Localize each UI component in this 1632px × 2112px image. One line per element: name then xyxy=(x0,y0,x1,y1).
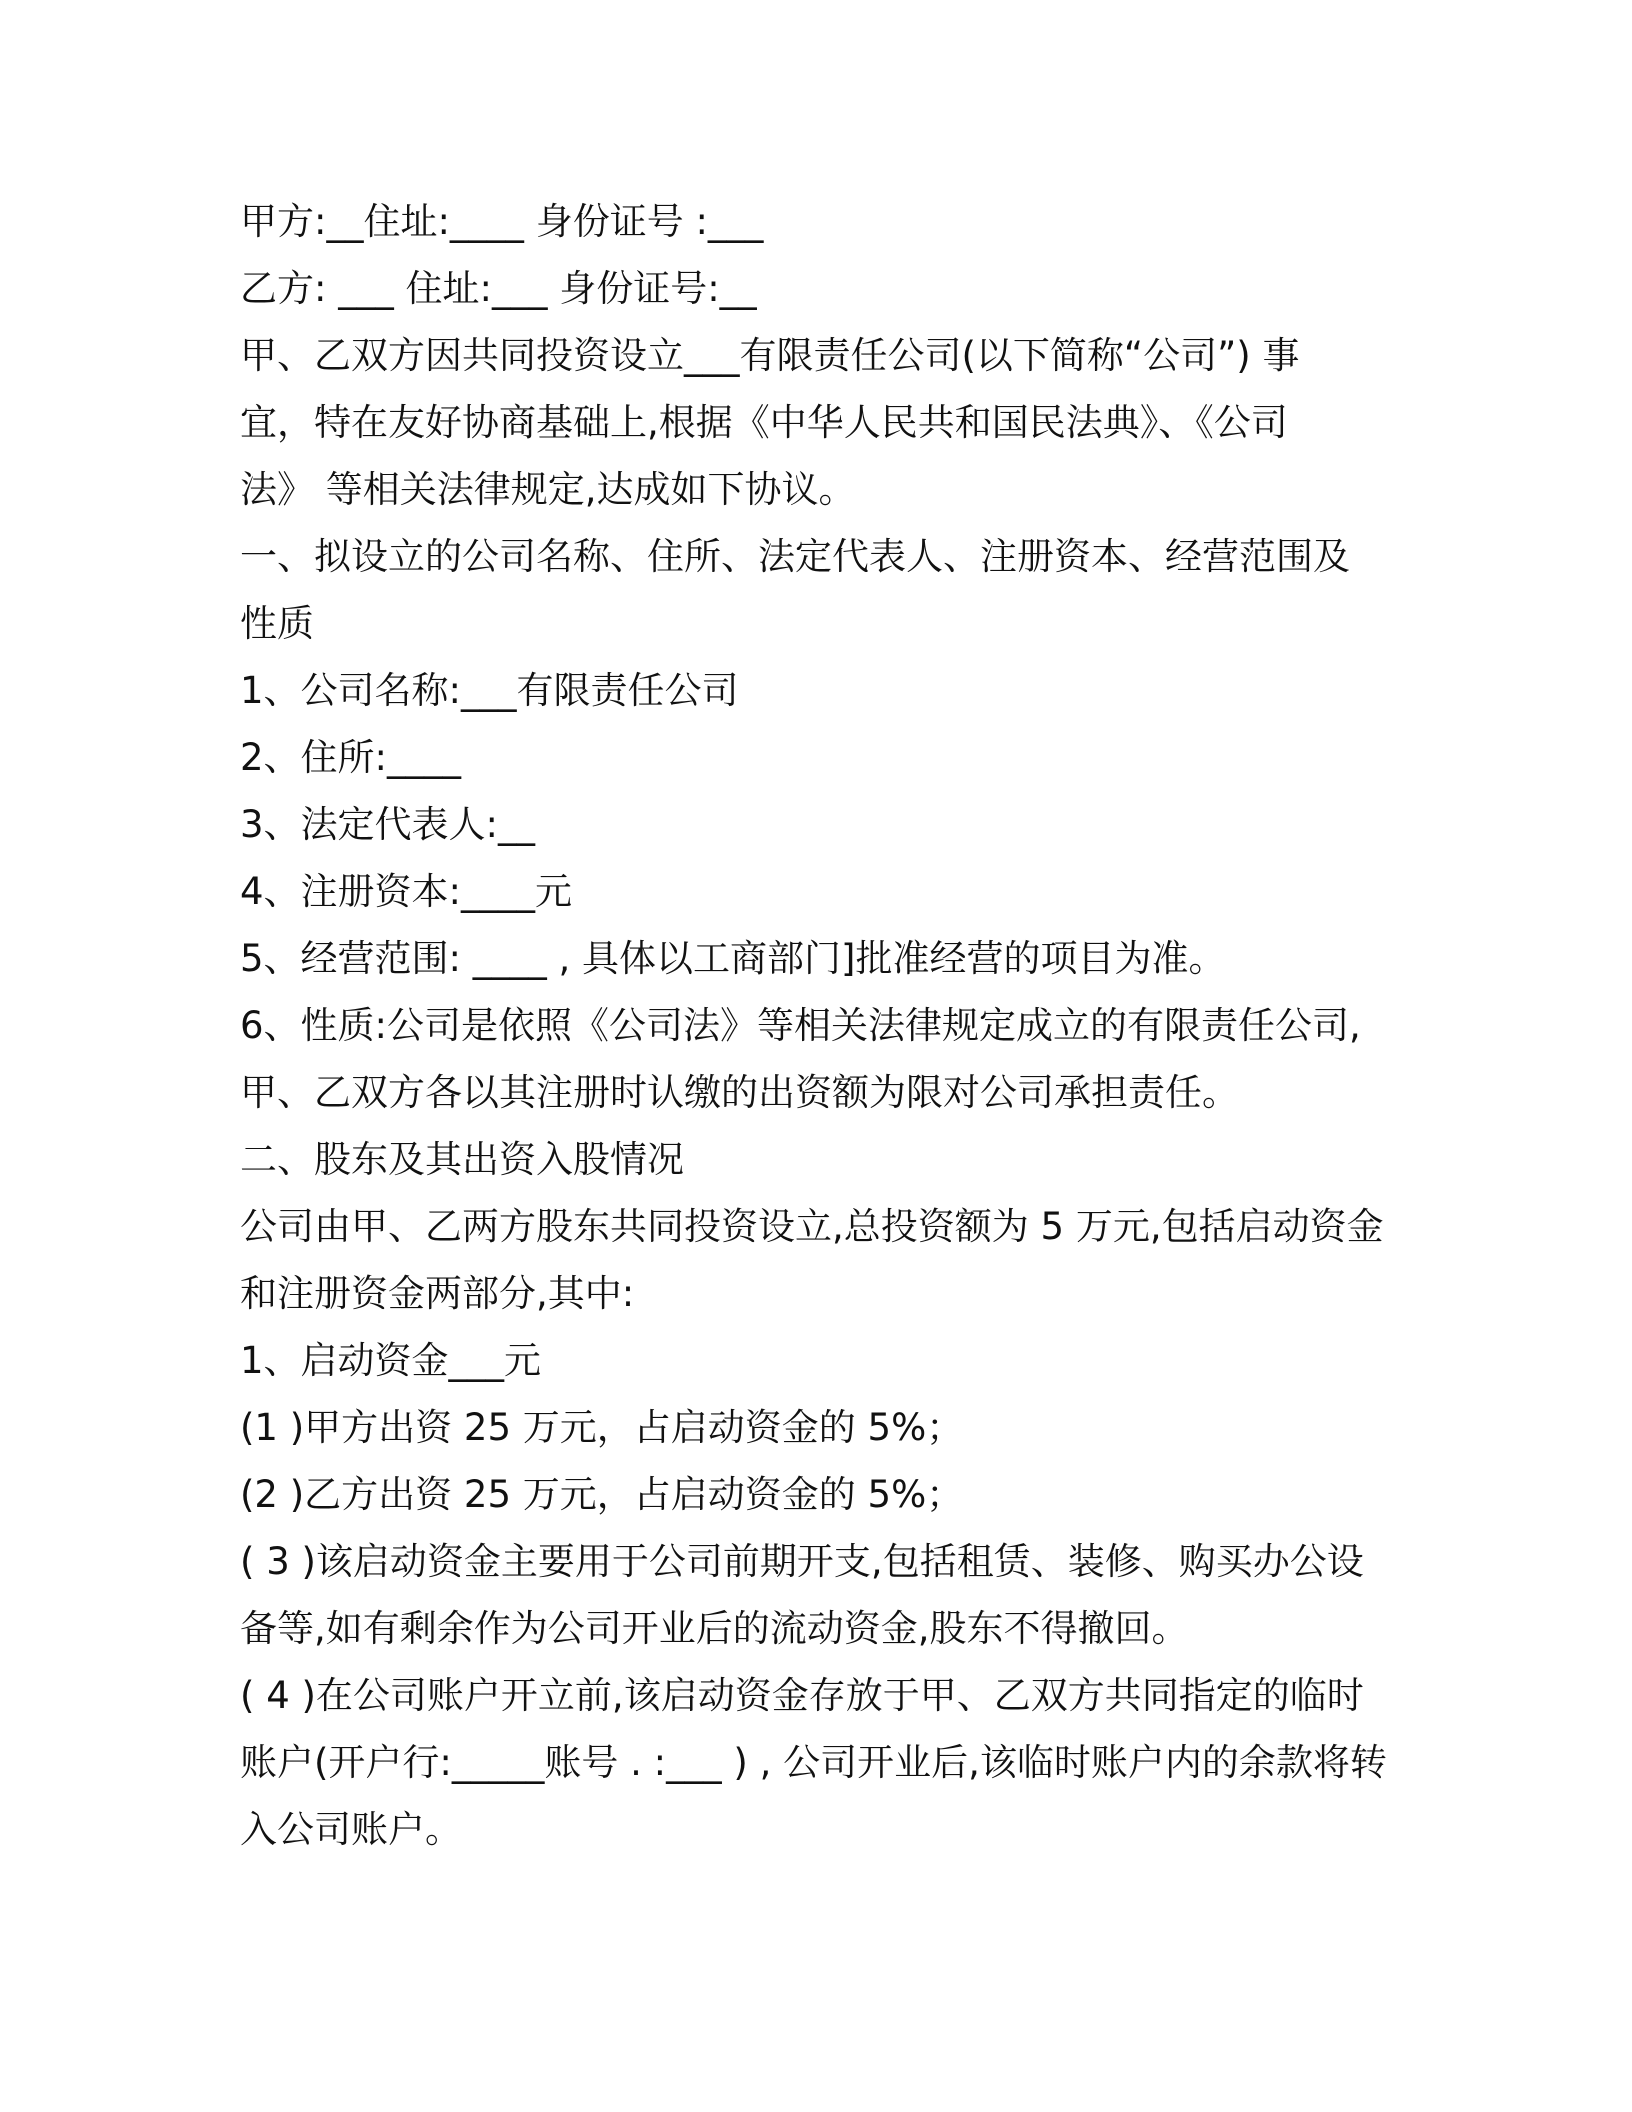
list-item: 1、启动资金___元 xyxy=(240,1339,542,1382)
sub-item: (2 )乙方出资 25 万元，占启动资金的 5%； xyxy=(240,1473,964,1516)
sub-item: 备等,如有剩余作为公司开业后的流动资金,股东不得撤回。 xyxy=(240,1607,1189,1650)
list-item: 2、住所:____ xyxy=(240,736,462,779)
paragraph-line: 和注册资金两部分,其中: xyxy=(240,1272,635,1315)
document-body xyxy=(240,188,1400,1863)
paragraph-line: 公司由甲、乙两方股东共同投资设立,总投资额为 5 万元,包括启动资金 xyxy=(240,1205,1384,1248)
party-b-line: 乙方: ___ 住址:___ 身份证号:__ xyxy=(240,267,757,310)
list-item: 4、注册资本:____元 xyxy=(240,870,573,913)
list-item: 1、公司名称:___有限责任公司 xyxy=(240,669,739,712)
preamble-line: 法》 等相关法律规定,达成如下协议。 xyxy=(240,468,856,511)
sub-item: 账户(开户行:_____账号 . :___ ) , 公司开业后,该临时账户内的余款将转 xyxy=(240,1741,1387,1784)
sub-item: ( 3 )该启动资金主要用于公司前期开支,包括租赁、装修、购买办公设 xyxy=(240,1540,1364,1583)
list-item: 3、法定代表人:__ xyxy=(240,803,536,846)
section-heading: 性质 xyxy=(240,602,314,645)
preamble-line: 宜，特在友好协商基础上,根据《中华人民共和国民法典》、《公司 xyxy=(240,401,1288,444)
list-item: 6、性质:公司是依照《公司法》等相关法律规定成立的有限责任公司, xyxy=(240,1004,1361,1047)
section-heading: 二、股东及其出资入股情况 xyxy=(240,1138,684,1181)
sub-item: ( 4 )在公司账户开立前,该启动资金存放于甲、乙双方共同指定的临时 xyxy=(240,1674,1364,1717)
sub-item: (1 )甲方出资 25 万元，占启动资金的 5%； xyxy=(240,1406,964,1449)
sub-item: 入公司账户。 xyxy=(240,1808,462,1851)
preamble-line: 甲、乙双方因共同投资设立___有限责任公司(以下简称“公司”) 事 xyxy=(240,334,1300,377)
section-heading: 一、拟设立的公司名称、住所、法定代表人、注册资本、经营范围及 xyxy=(240,535,1350,578)
list-item: 5、经营范围: ____ , 具体以工商部门]批准经营的项目为准。 xyxy=(240,937,1226,980)
party-a-line: 甲方:__住址:____ 身份证号 :___ xyxy=(240,200,764,243)
list-item: 甲、乙双方各以其注册时认缴的出资额为限对公司承担责任。 xyxy=(240,1071,1239,1114)
